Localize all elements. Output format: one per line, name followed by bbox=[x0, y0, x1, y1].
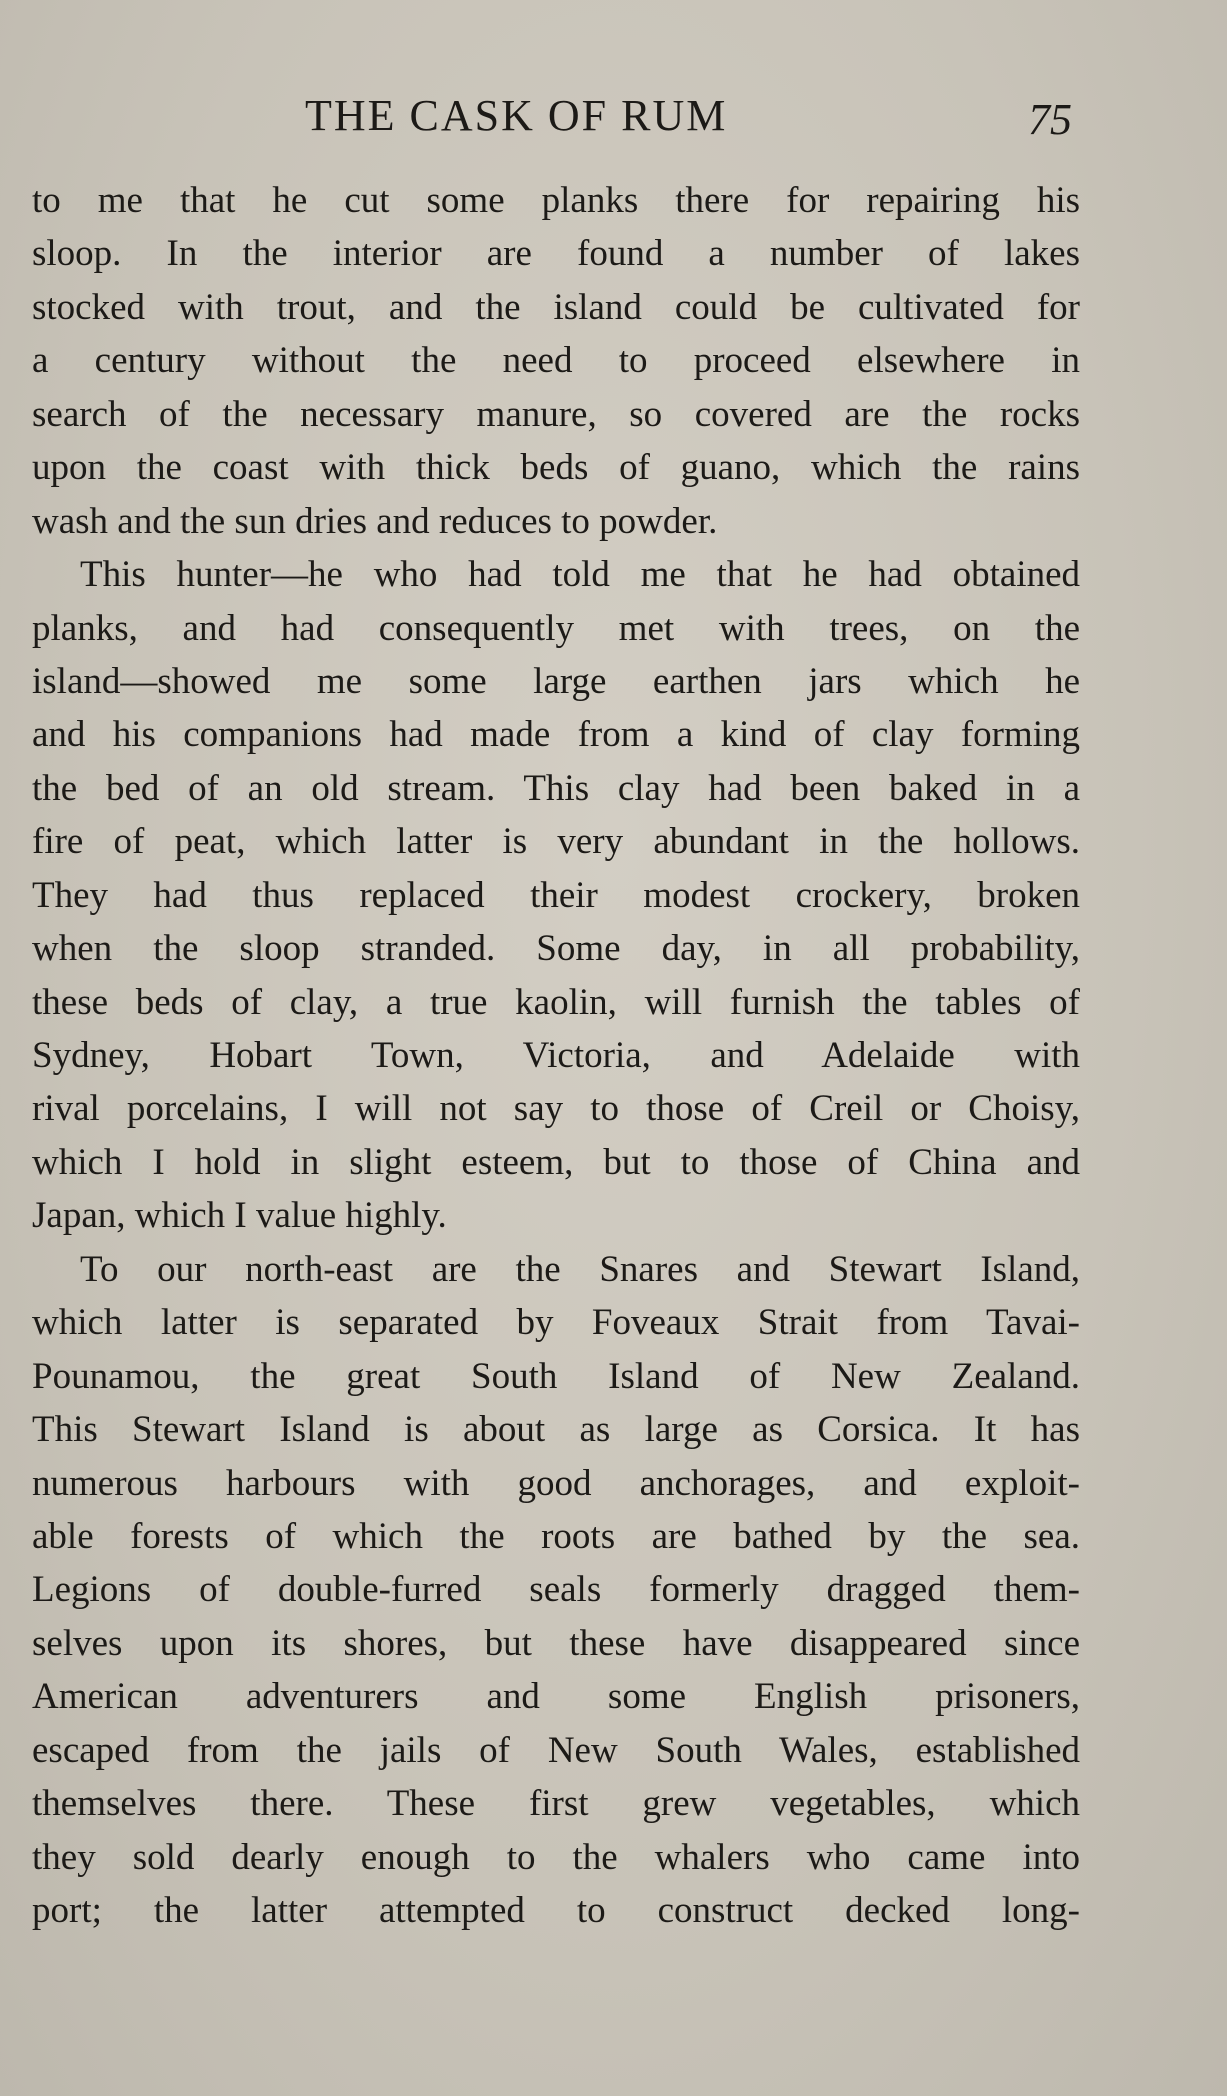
text-line: escaped from the jails of New South Wales, established bbox=[32, 1729, 1080, 1771]
text-line: American adventurers and some English prisoners, bbox=[32, 1676, 1080, 1718]
text-line: This hunter—he who had told me that he had obtained bbox=[80, 554, 1080, 596]
running-title: THE CASK OF RUM bbox=[305, 91, 728, 140]
text-line: fire of peat, which latter is very abundant in the hollows. bbox=[32, 821, 1080, 863]
page-number: 75 bbox=[1028, 95, 1072, 144]
text-line: a century without the need to proceed elsewhere in bbox=[32, 340, 1080, 382]
body-text bbox=[32, 174, 1080, 1937]
text-line: island—showed me some large earthen jars which he bbox=[32, 660, 1080, 702]
text-line: rival porcelains, I will not say to those of Creil or Choisy, bbox=[32, 1088, 1080, 1130]
text-line: stocked with trout, and the island could be cultivated for bbox=[32, 286, 1080, 328]
text-line: themselves there. These first grew vegetables, which bbox=[32, 1783, 1080, 1825]
text-line: numerous harbours with good anchorages, and exploit- bbox=[32, 1462, 1080, 1504]
text-line: and his companions had made from a kind of clay forming bbox=[32, 714, 1080, 756]
text-line: search of the necessary manure, so covered are the rocks bbox=[32, 393, 1080, 435]
text-line: wash and the sun dries and reduces to powder. bbox=[32, 500, 718, 542]
text-line: planks, and had consequently met with trees, on the bbox=[32, 607, 1080, 649]
text-line: Pounamou, the great South Island of New Zealand. bbox=[32, 1355, 1080, 1397]
text-line: Japan, which I value highly. bbox=[32, 1195, 447, 1237]
text-line: sloop. In the interior are found a number of lakes bbox=[32, 233, 1080, 275]
text-line: Sydney, Hobart Town, Victoria, and Adelaide with bbox=[32, 1035, 1080, 1076]
running-head bbox=[0, 86, 1227, 146]
text-line: able forests of which the roots are bathed by the sea. bbox=[32, 1515, 1080, 1557]
text-line: This Stewart Island is about as large as Corsica. It has bbox=[32, 1409, 1080, 1451]
text-line: these beds of clay, a true kaolin, will furnish the tables of bbox=[32, 981, 1080, 1023]
text-line: which latter is separated by Foveaux Strait from Tavai- bbox=[32, 1302, 1080, 1344]
text-line: Legions of double-furred seals formerly dragged them- bbox=[32, 1569, 1080, 1611]
text-line: port; the latter attempted to construct decked long- bbox=[32, 1890, 1080, 1931]
text-line: selves upon its shores, but these have disappeared since bbox=[32, 1622, 1080, 1664]
text-line: upon the coast with thick beds of guano, which the rains bbox=[32, 447, 1080, 489]
text-line: which I hold in slight esteem, but to those of China and bbox=[32, 1141, 1080, 1183]
text-line: they sold dearly enough to the whalers who came into bbox=[32, 1836, 1080, 1878]
text-line: the bed of an old stream. This clay had been baked in a bbox=[32, 767, 1080, 809]
text-line: To our north-east are the Snares and Stewart Island, bbox=[80, 1248, 1080, 1290]
text-line: They had thus replaced their modest crockery, broken bbox=[32, 874, 1080, 916]
text-line: when the sloop stranded. Some day, in all probability, bbox=[32, 928, 1080, 970]
text-line: to me that he cut some planks there for repairing his bbox=[32, 180, 1080, 221]
